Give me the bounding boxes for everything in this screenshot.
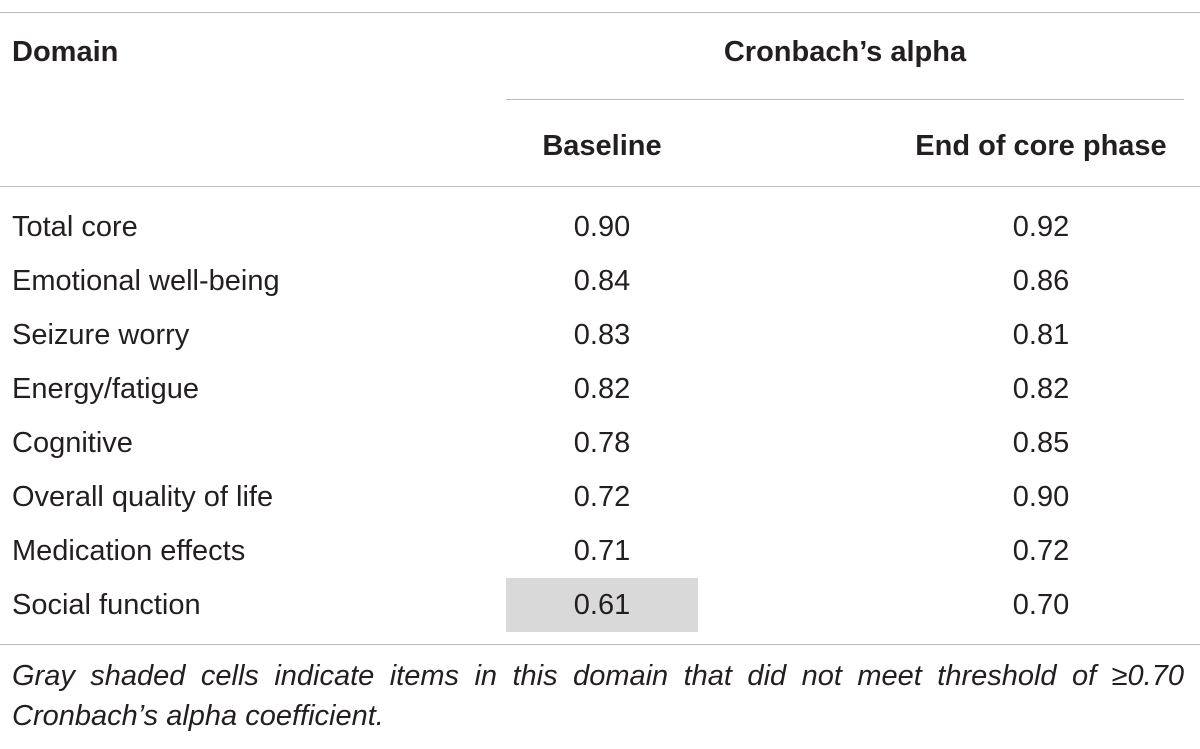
table-row xyxy=(0,200,1200,254)
end-of-core-phase-cell: 0.90 xyxy=(1012,481,1070,513)
table-row xyxy=(0,254,1200,308)
domain-cell: Seizure worry xyxy=(12,319,190,351)
domain-cell: Medication effects xyxy=(12,535,246,567)
end-of-core-phase-cell: 0.82 xyxy=(1012,373,1070,405)
header-domain: Domain xyxy=(12,36,119,68)
header-cronbach-alpha: Cronbach’s alpha xyxy=(723,36,967,68)
domain-cell: Emotional well-being xyxy=(12,265,280,297)
table-row xyxy=(0,524,1200,578)
domain-cell: Energy/fatigue xyxy=(12,373,200,405)
table-bottom-rule xyxy=(0,644,1200,645)
end-of-core-phase-cell: 0.72 xyxy=(1012,535,1070,567)
domain-cell: Cognitive xyxy=(12,427,133,459)
header-end-of-core-phase: End of core phase xyxy=(915,130,1167,162)
baseline-cell: 0.71 xyxy=(573,535,631,567)
baseline-cell: 0.84 xyxy=(573,265,631,297)
baseline-cell: 0.90 xyxy=(573,211,631,243)
baseline-cell: 0.82 xyxy=(573,373,631,405)
table-top-rule xyxy=(0,12,1200,13)
header-bottom-rule xyxy=(0,186,1200,187)
table-row xyxy=(0,578,1200,632)
table-row xyxy=(0,416,1200,470)
baseline-cell: 0.78 xyxy=(573,427,631,459)
domain-cell: Overall quality of life xyxy=(12,481,274,513)
end-of-core-phase-cell: 0.70 xyxy=(1012,589,1070,621)
baseline-cell-shaded: 0.61 xyxy=(506,578,698,632)
group-rule xyxy=(506,99,1184,100)
table-row xyxy=(0,362,1200,416)
end-of-core-phase-cell: 0.92 xyxy=(1012,211,1070,243)
baseline-cell: 0.72 xyxy=(573,481,631,513)
table-footnote: Gray shaded cells indicate items in this domain that did not meet threshold of ≥0.70 Cronbach’s alpha coefficient. xyxy=(12,660,1184,732)
table-row xyxy=(0,470,1200,524)
domain-cell: Total core xyxy=(12,211,138,243)
baseline-cell: 0.83 xyxy=(573,319,631,351)
end-of-core-phase-cell: 0.86 xyxy=(1012,265,1070,297)
end-of-core-phase-cell: 0.81 xyxy=(1012,319,1070,351)
table-row xyxy=(0,308,1200,362)
domain-cell: Social function xyxy=(12,589,201,621)
end-of-core-phase-cell: 0.85 xyxy=(1012,427,1070,459)
header-baseline: Baseline xyxy=(542,130,662,162)
